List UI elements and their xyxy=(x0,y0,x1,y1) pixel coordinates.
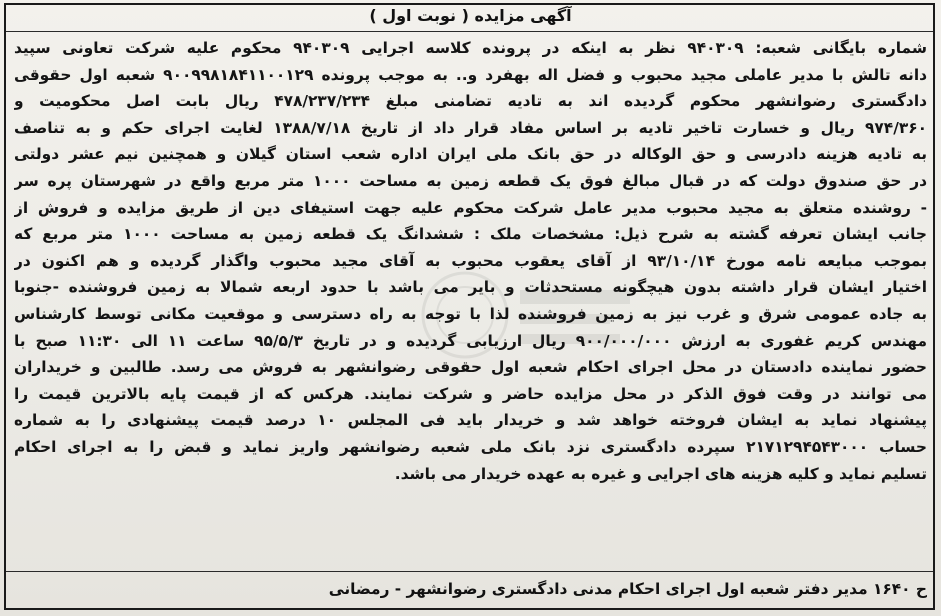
notice-line: در حق صندوق دولت که در قبال مبالغ فوق یک قطعه زمین به مساحت ۱۰۰۰ متر مربع واقع در شهرستان پره سر xyxy=(14,171,927,190)
notice-signature: ح ۱۶۴۰ مدیر دفتر شعبه اول اجرای احکام مدنی دادگستری رضوانشهر - رمضانی xyxy=(328,580,927,598)
notice-title: آگهی مزایده ( نوبت اول ) xyxy=(369,6,572,25)
notice-line: حضور نماینده دادستان در محل اجرای احکام شعبه اول حقوقی رضوانشهر به فروش می رسد. طالبین و خریداران xyxy=(14,358,927,377)
notice-line: حساب ۲۱۷۱۲۹۴۵۴۳۰۰۰ سپرده دادگستری نزد بانک ملی شعبه رضوانشهر واریز نماید و قبض را به اجرای احکام xyxy=(14,437,927,456)
notice-line: می توانند در وقت فوق الذکر در محل مزایده حاضر و شرکت نمایند. هرکس که از قیمت پایه بالاترین قیمت را xyxy=(14,384,927,403)
notice-line: دانه تالش با مدیر عاملی مجید محبوب و فضل اله بهفرد و.. به موجب پرونده ۹۰۰۹۹۸۱۸۴۱۱۰۰۱۲۹ شعبه اول حقوقی xyxy=(14,65,927,84)
footer-divider xyxy=(6,571,933,572)
notice-line: تسلیم نماید و کلیه هزینه های اجرایی و غیره به عهده خریدار می باشد. xyxy=(394,464,927,483)
notice-body xyxy=(14,35,927,487)
notice-line: مهندس کریم غفوری به ارزش ۹۰۰/۰۰۰/۰۰۰ ریال ارزیابی گردیده و در تاریخ ۹۵/۵/۳ ساعت ۱۱ الی ۱۱:۳۰ صبح با xyxy=(14,331,927,350)
notice-line: دادگستری رضوانشهر محکوم گردیده اند به تادیه تضامنی مبلغ ۴۷۸/۲۳۷/۲۳۴ ریال بابت اصل محکومیت و xyxy=(14,92,927,111)
notice-line: - روشنده متعلق به مجید محبوب مدیر عامل شرکت محکوم علیه جهت استیفای دین از طریق مزایده و فروش از xyxy=(14,198,927,217)
notice-line: به جاده عمومی شرق و غرب نیز به زمین فروشنده لذا با توجه به راه دسترسی و موقعیت مکانی توسط کارشناس xyxy=(14,304,927,323)
title-divider xyxy=(6,31,933,32)
notice-line: جانب ایشان تعرفه گشته به شرح ذیل: مشخصات ملک : ششدانگ یک قطعه زمین به مساحت ۱۰۰۰ متر مربع که xyxy=(14,225,927,244)
notice-line: بموجب مبایعه نامه مورخ ۹۳/۱۰/۱۴ از آقای یعقوب محبوب به آقای مجید محبوب واگذار گردیده و هم اکنون در xyxy=(14,251,927,270)
notice-line: به تادیه هزینه دادرسی و حق الوکاله در حق بانک ملی ایران اداره شعب استان گیلان و همچنین نیم عشر دولتی xyxy=(14,145,927,164)
notice-line: شماره بایگانی شعبه: ۹۴۰۳۰۹ نظر به اینکه در پرونده کلاسه اجرایی ۹۴۰۳۰۹ محکوم علیه شرکت تعاونی سپید xyxy=(14,39,927,57)
notice-line: ۹۷۴/۳۶۰ ریال و خسارت تاخیر تادیه بر اساس مفاد قرار داد از تاریخ ۱۳۸۸/۷/۱۸ لغایت اجرای حکم و به تناصف xyxy=(14,118,927,137)
notice-line: اختیار ایشان قرار داشته بدون هیچگونه مستحدثات و بایر می باشد با حدود اربعه شمالا به زمین فروشنده -جنوبا xyxy=(14,278,927,297)
notice-line: پیشنهاد نماید به ایشان فروخته خواهد شد و خریدار باید فی المجلس ۱۰ درصد قیمت پیشنهادی را به شماره xyxy=(14,411,927,430)
